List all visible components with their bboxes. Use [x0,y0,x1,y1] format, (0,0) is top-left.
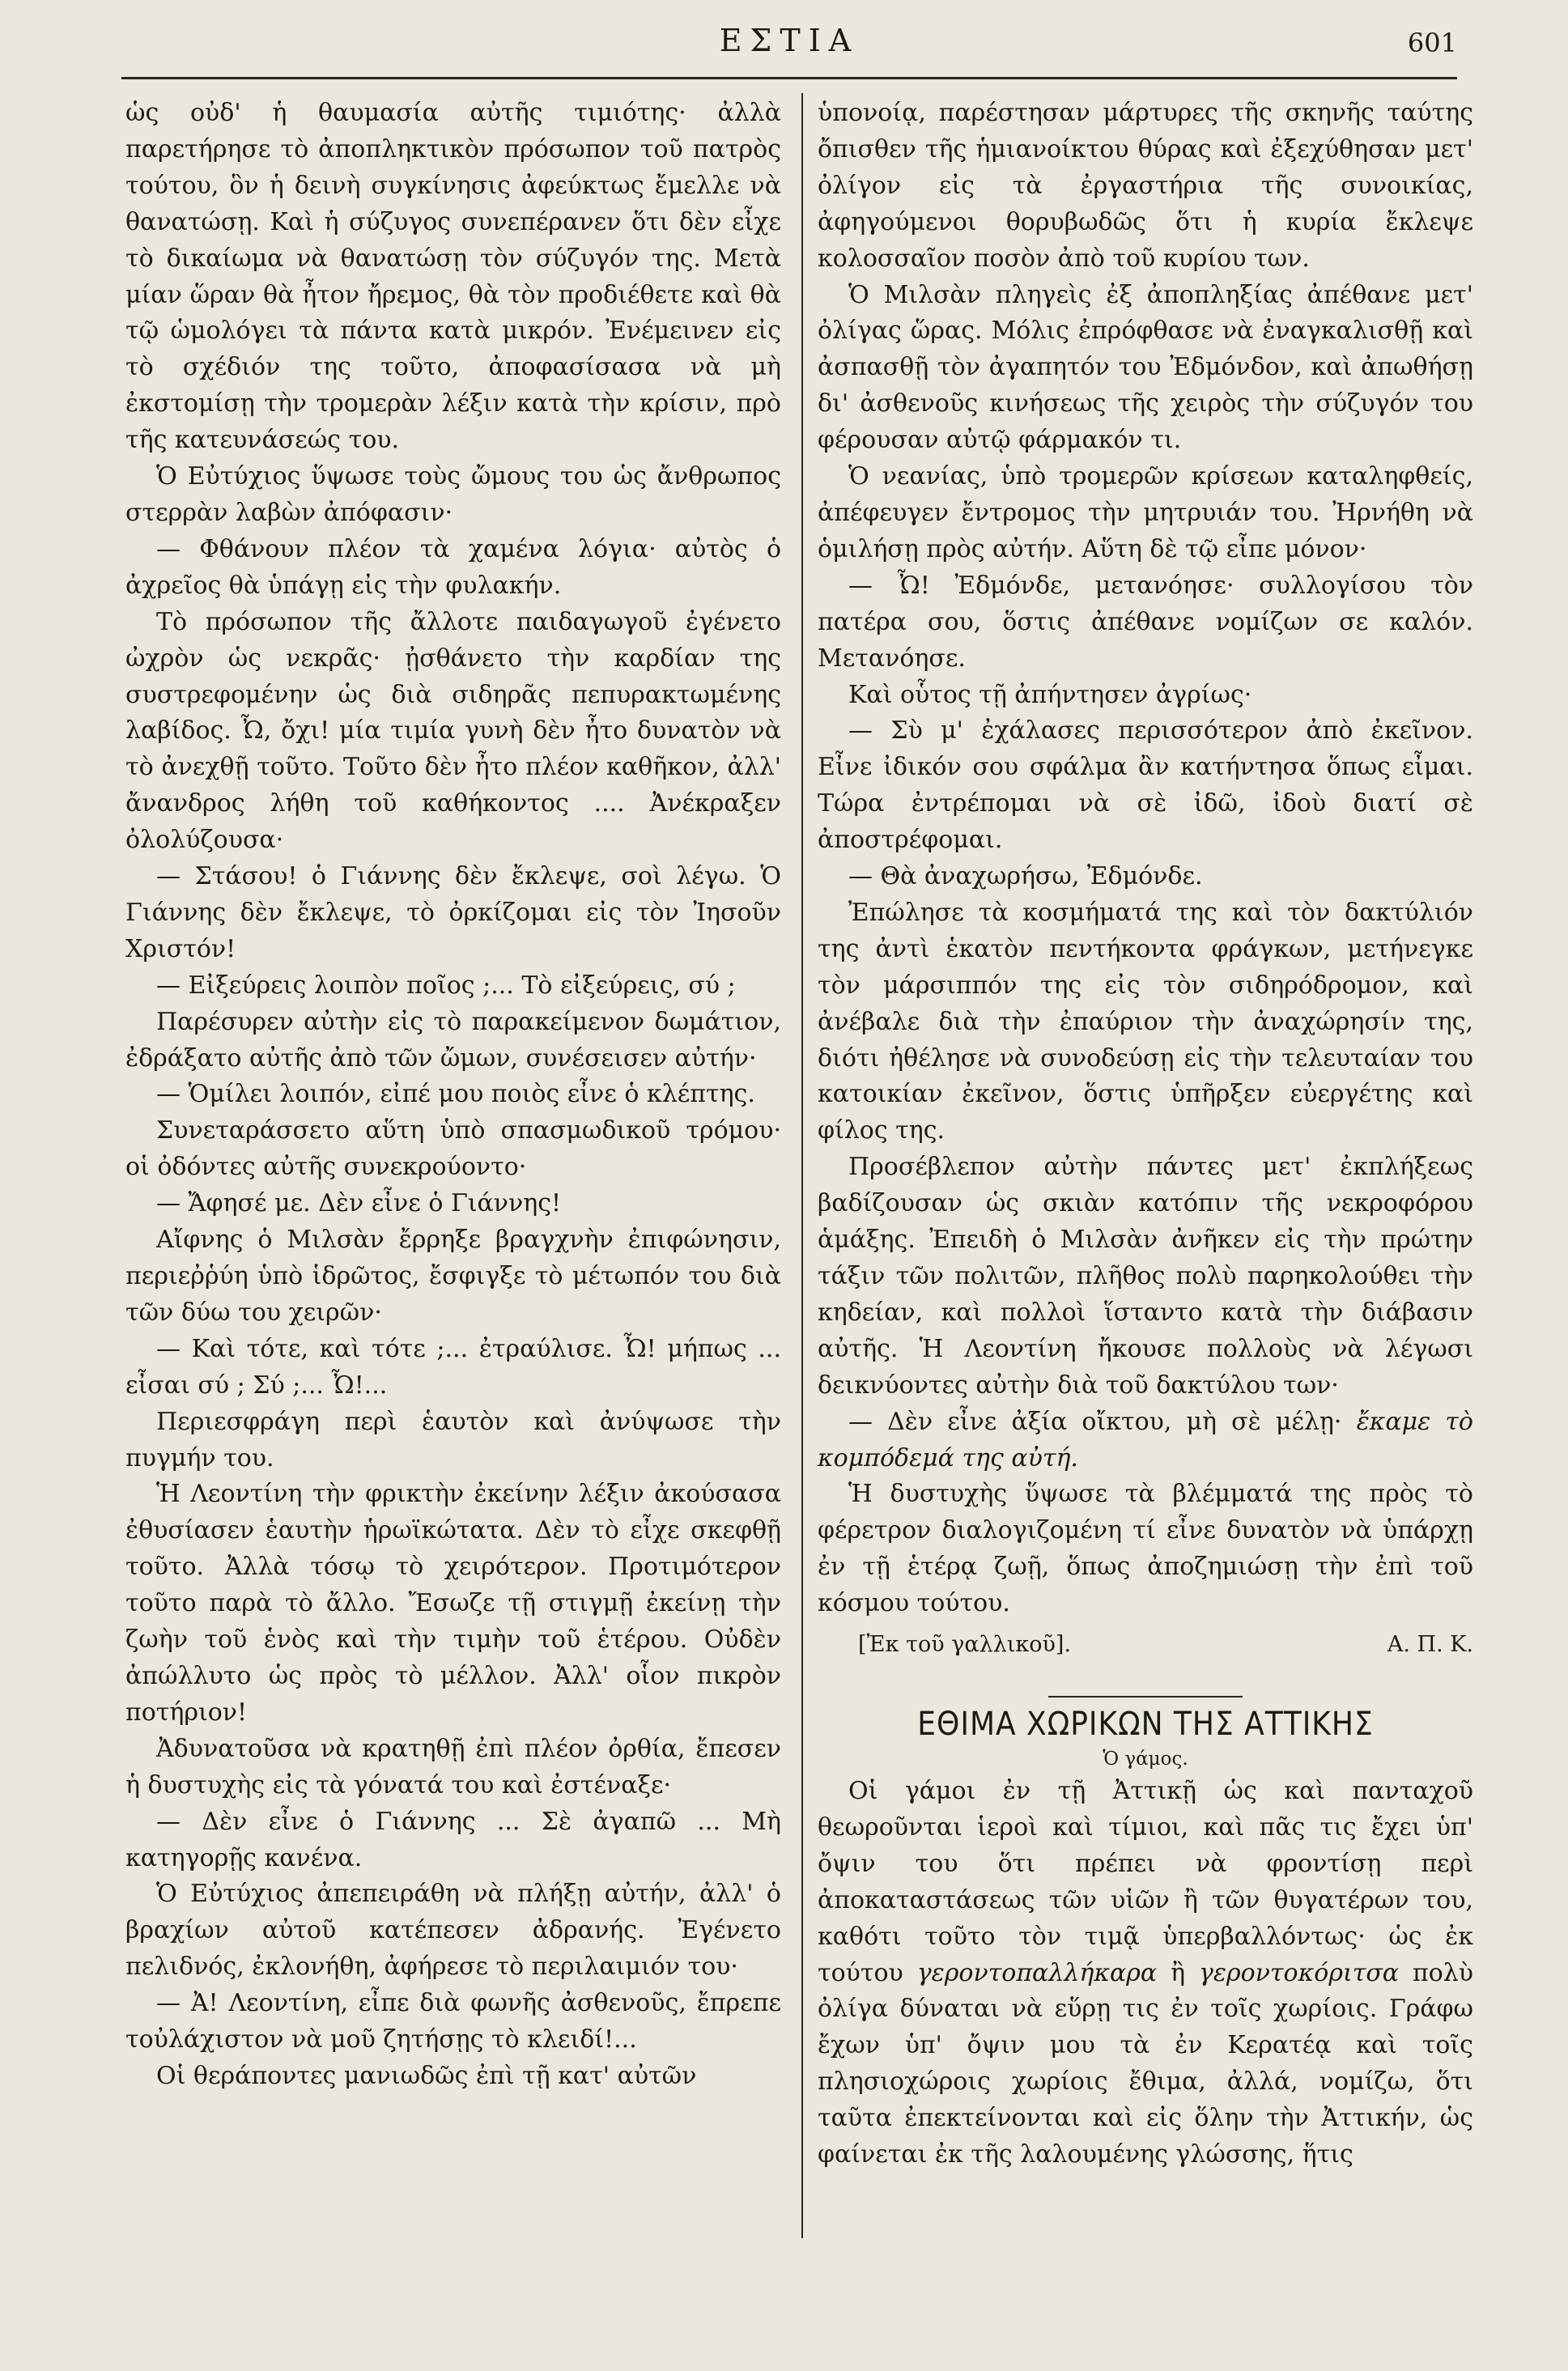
article-title: ΕΘΙΜΑ ΧΩΡΙΚΩΝ ΤΗΣ ΑΤΤΙΚΗΣ [917,1705,1374,1743]
journal-title: ΕΣΤΙΑ [719,23,860,58]
dialog-line: — Εἰξεύρεις λοιπὸν ποῖος ;... Τὸ εἰξεύρεις, σύ ; [156,971,736,1000]
paragraph: ὑπονοίᾳ, παρέστησαν μάρτυρες τῆς σκηνῆς ταύτης ὄπισθεν τῆς ἡμιανοίκτου θύρας καὶ ἐξεχύθησαν μετ' ὀλίγον εἰς τὰ ἐργαστήρια τῆς συνοικίας, ἀφηγούμενοι θορυβωδῶς ὅτι ἡ κυρία ἔκλεψε κολοσσαῖον ποσὸν ἀπὸ τοῦ κυρίου των. [818,99,1473,273]
dialog-line: — Ὁμίλει λοιπόν, εἰπέ μου ποιὸς εἶνε ὁ κλέπτης. [156,1080,755,1109]
paragraph: Ἡ Λεοντίνη τὴν φρικτὴν ἐκείνην λέξιν ἀκούσασα ἐθυσίασεν ἑαυτὴν ἡρωϊκώτατα. Δὲν τὸ εἶχε σκεφθῇ τοῦτο. Ἀλλὰ τόσῳ τὸ χειρότερον. Προτιμότερον τοῦτο παρὰ τὸ ἄλλο. Ἔσωζε τῇ στιγμῇ ἐκείνῃ τὴν ζωὴν τοῦ ἑνὸς καὶ τὴν τιμὴν τοῦ ἑτέρου. Οὐδὲν ἀπώλλυτο ὡς πρὸς τὸ μέλλον. Ἀλλ' οἷον πικρὸν ποτήριον! [125,1480,781,1727]
dialog-line: — Φθάνουν πλέον τὰ χαμένα λόγια· αὐτὸς ὁ ἀχρεῖος θὰ ὑπάγῃ εἰς τὴν φυλακήν. [125,534,781,600]
paragraph: Συνεταράσσετο αὕτη ὑπὸ σπασμωδικοῦ τρόμου· οἱ ὀδόντες αὐτῆς συνεκρούοντο· [125,1116,781,1182]
text-run: ἢ [1157,1958,1199,1987]
paragraph: Ἡ δυστυχὴς ὕψωσε τὰ βλέμματά της πρὸς τὸ φέρετρον διαλογιζομένη τί εἶνε δυνατὸν νὰ ὑπάρχῃ ἐν τῇ ἑτέρᾳ ζωῇ, ὅπως ἀποζημιώσῃ τὴν ἐπὶ τοῦ κόσμου τούτου. [818,1480,1473,1618]
italic-text: γεροντοπαλλήκαρα [916,1958,1158,1987]
source-note [818,1627,1473,1664]
paragraph: Καὶ οὗτος τῇ ἀπήντησεν ἀγρίως· [848,680,1252,709]
translator-initials: Α. Π. Κ. [1387,1632,1473,1658]
paragraph: Ὁ Μιλσὰν πληγεὶς ἐξ ἀποπληξίας ἀπέθανε μετ' ὀλίγας ὥρας. Μόλις ἐπρόφθασε νὰ ἐναγκαλισθῇ καὶ ἀσπασθῇ τὸν ἀγαπητόν του Ἐδμόνδον, καὶ ἀπωθήσῃ δι' ἀσθενοῦς κινήσεως τῆς χειρὸς τὴν σύζυγόν του φέρουσαν αὐτῷ φάρμακόν τι. [818,280,1473,455]
paragraph: Οἱ θεράποντες μανιωδῶς ἐπὶ τῇ κατ' αὐτῶν [156,2061,697,2090]
paragraph: Ἐπώλησε τὰ κοσμήματά της καὶ τὸν δακτύλιόν της ἀντὶ ἑκατὸν πεντήκοντα φράγκων, μετήνεγκε τὸν μάρσιππόν της εἰς τὸν σιδηρόδρομον, καὶ ἀνέβαλε διὰ τὴν ἐπαύριον τὴν ἀναχώρησίν της, διότι ἠθέλησε νὰ συνοδεύσῃ εἰς τὴν τελευταίαν του κατοικίαν ἐκεῖνον, ὅστις ὑπῆρξεν εὐεργέτης καὶ φίλος της. [818,898,1473,1145]
text-run: πολὺ ὀλίγα δύναται νὰ εὕρῃ τις ἐν τοῖς χωρίοις. Γράφω ἔχων ὑπ' ὄψιν μου τὰ ἐν Κερατέᾳ καὶ τοῖς πλησιοχώροις χωρίοις ἔθιμα, ἀλλά, νομίζω, ὅτι ταῦτα ἐπεκτείνονται καὶ εἰς ὅλην τὴν Ἀττικήν, ὡς φαίνεται ἐκ τῆς λαλουμένης γλώσσης, ἥτις [818,1958,1474,2169]
section-rule [1048,1696,1243,1698]
dialog-line: — Δὲν εἶνε ὁ Γιάννης ... Σὲ ἀγαπῶ ... Μὴ κατηγορῇς κανένα. [125,1807,781,1872]
dialog-line: — Καὶ τότε, καὶ τότε ;... ἐτραύλισε. Ὦ! μήπως ... εἶσαι σύ ; Σύ ;... Ὦ!... [125,1334,781,1400]
article-paragraph [818,1774,1473,2173]
article-subtitle: Ὁ γάμος. [1103,1748,1188,1770]
italic-text: γεροντοκόριτσα [1198,1958,1400,1987]
dialog-line: — Σὺ μ' ἐχάλασες περισσότερον ἀπὸ ἐκεῖνον. Εἶνε ἰδικόν σου σφάλμα ἂν κατήντησα ὅπως εἶμαι. Τώρα ἐντρέπομαι νὰ σὲ ἰδῶ, ἰδοὺ διατί σὲ ἀποστρέφομαι. [818,716,1473,855]
text-run: Οἱ γάμοι ἐν τῇ Ἀττικῇ ὡς καὶ πανταχοῦ θεωροῦνται ἱεροὶ καὶ τίμιοι, καὶ πᾶς τις ἔχει ὑπ' ὄψιν του ὅτι πρέπει νὰ φροντίσῃ περὶ ἀποκαταστάσεως τῶν υἱῶν ἢ τῶν θυγατέρων του, καθότι τοῦτο τὸν τιμᾷ ὑπερβαλλόντως· ὡς ἐκ τούτου [818,1776,1473,1987]
paragraph: Ὁ Εὐτύχιος ἀπεπειράθη νὰ πλήξῃ αὐτήν, ἀλλ' ὁ βραχίων αὐτοῦ κατέπεσεν ἀδρανής. Ἐγένετο πελιδνός, ἐκλονήθη, ἀφήρεσε τὸ περιλαιμιόν του· [125,1880,781,1982]
page-header [121,23,1457,71]
paragraph: Ὁ Εὐτύχιος ὕψωσε τοὺς ὤμους του ὡς ἄνθρωπος στερρὰν λαβὼν ἀπόφασιν· [125,462,781,527]
dialog-text: — Δὲν εἶνε ἀξία οἴκτου, μὴ σὲ μέλῃ· [848,1407,1357,1436]
dialog-line [818,1404,1473,1477]
header-rule [121,77,1457,79]
paragraph: Ἀδυνατοῦσα νὰ κρατηθῇ ἐπὶ πλέον ὀρθία, ἔπεσεν ἡ δυστυχὴς εἰς τὰ γόνατά του καὶ ἐστέναξε· [125,1734,781,1799]
dialog-line: — Στάσου! ὁ Γιάννης δὲν ἔκλεψε, σοὶ λέγω. Ὁ Γιάννης δὲν ἔκλεψε, τὸ ὀρκίζομαι εἰς τὸν Ἰησοῦν Χριστόν! [125,862,781,963]
paragraph: Παρέσυρεν αὐτὴν εἰς τὸ παρακείμενον δωμάτιον, ἐδράξατο αὐτῆς ἀπὸ τῶν ὤμων, συνέσεισεν αὐτήν· [125,1007,781,1073]
dialog-line: — Θὰ ἀναχωρήσω, Ἐδμόνδε. [848,862,1203,891]
paragraph: Τὸ πρόσωπον τῆς ἄλλοτε παιδαγωγοῦ ἐγένετο ὠχρὸν ὡς νεκρᾶς· ᾐσθάνετο τὴν καρδίαν της συστρεφομένην ὡς διὰ σιδηρᾶς πεπυρακτωμένης λαβίδος. Ὦ, ὄχι! μία τιμία γυνὴ δὲν ἦτο δυνατὸν νὰ τὸ ἀνεχθῇ τοῦτο. Τοῦτο δὲν ἦτο πλέον καθῆκον, ἀλλ' ἄνανδρος λήθη τοῦ καθήκοντος .... Ἀνέκραξεν ὀλολύζουσα· [125,607,781,855]
right-column [818,96,1473,2173]
left-column [125,96,781,2095]
page-number: 601 [1407,28,1457,58]
paragraph: Αἴφνης ὁ Μιλσὰν ἔρρηξε βραγχνὴν ἐπιφώνησιν, περιεῤῥύη ὑπὸ ἱδρῶτος, ἔσφιγξε τὸ μέτωπόν του διὰ τῶν δύω του χειρῶν· [125,1226,781,1327]
paragraph: Ὁ νεανίας, ὑπὸ τρομερῶν κρίσεων καταληφθείς, ἀπέφευγεν ἔντρομος τὴν μητρυιάν του. Ἠρνήθη νὰ ὁμιλήσῃ πρὸς αὐτήν. Αὕτη δὲ τῷ εἶπε μόνον· [818,462,1473,563]
paragraph: Προσέβλεπον αὐτὴν πάντες μετ' ἐκπλήξεως βαδίζουσαν ὡς σκιὰν κατόπιν τῆς νεκροφόρου ἁμάξης. Ἐπειδὴ ὁ Μιλσὰν ἀνῆκεν εἰς τὴν πρώτην τάξιν τῶν πολιτῶν, πλῆθος πολὺ παρηκολούθει τὴν κηδείαν, καὶ πολλοὶ ἵσταντο κατὰ τὴν διάβασιν αὐτῆς. Ἡ Λεοντίνη ἤκουσε πολλοὺς νὰ λέγωσι δεικνύοντες αὐτὴν διὰ τοῦ δακτύλου των· [818,1153,1473,1400]
dialog-line: — Ἄφησέ με. Δὲν εἶνε ὁ Γιάννης! [156,1189,562,1218]
paragraph: ὡς οὐδ' ἡ θαυμασία αὐτῆς τιμιότης· ἀλλὰ παρετήρησε τὸ ἀποπληκτικὸν πρόσωπον τοῦ πατρὸς τούτου, ὃν ἡ δεινὴ συγκίνησις ἀφεύκτως ἔμελλε νὰ θανατώσῃ. Καὶ ἡ σύζυγος συνεπέρανεν ὅτι δὲν εἶχε τὸ δικαίωμα νὰ θανατώσῃ τὸν σύζυγόν της. Μετὰ μίαν ὥραν θὰ ἦτον ἤρεμος, θὰ τὸν προδιέθετε καὶ θὰ τῷ ὡμολόγει τὰ πάντα κατὰ μικρόν. Ἐνέμεινεν εἰς τὸ σχέδιόν της τοῦτο, ἀποφασίσασα νὰ μὴ ἐκστομίσῃ τὴν τρομερὰν λέξιν κατὰ τὴν κρίσιν, πρὸ τῆς κατευνάσεώς του. [125,99,781,455]
dialog-line: — Ὦ! Ἐδμόνδε, μετανόησε· συλλογίσου τὸν πατέρα σου, ὅστις ἀπέθανε νομίζων σε καλόν. Μετανόησε. [818,571,1473,673]
column-divider [801,93,803,2238]
source-label: [Ἐκ τοῦ γαλλικοῦ]. [858,1632,1072,1658]
italic-text: ἔκαμε τὸ κομπόδεμά της αὐτή. [818,1407,1473,1472]
paragraph: Περιεσφράγη περὶ ἑαυτὸν καὶ ἀνύψωσε τὴν πυγμήν του. [125,1407,781,1472]
dialog-line: — Ἀ! Λεοντίνη, εἶπε διὰ φωνῆς ἀσθενοῦς, ἔπρεπε τοὐλάχιστον νὰ μοῦ ζητήσῃς τὸ κλειδί!... [125,1989,781,2054]
